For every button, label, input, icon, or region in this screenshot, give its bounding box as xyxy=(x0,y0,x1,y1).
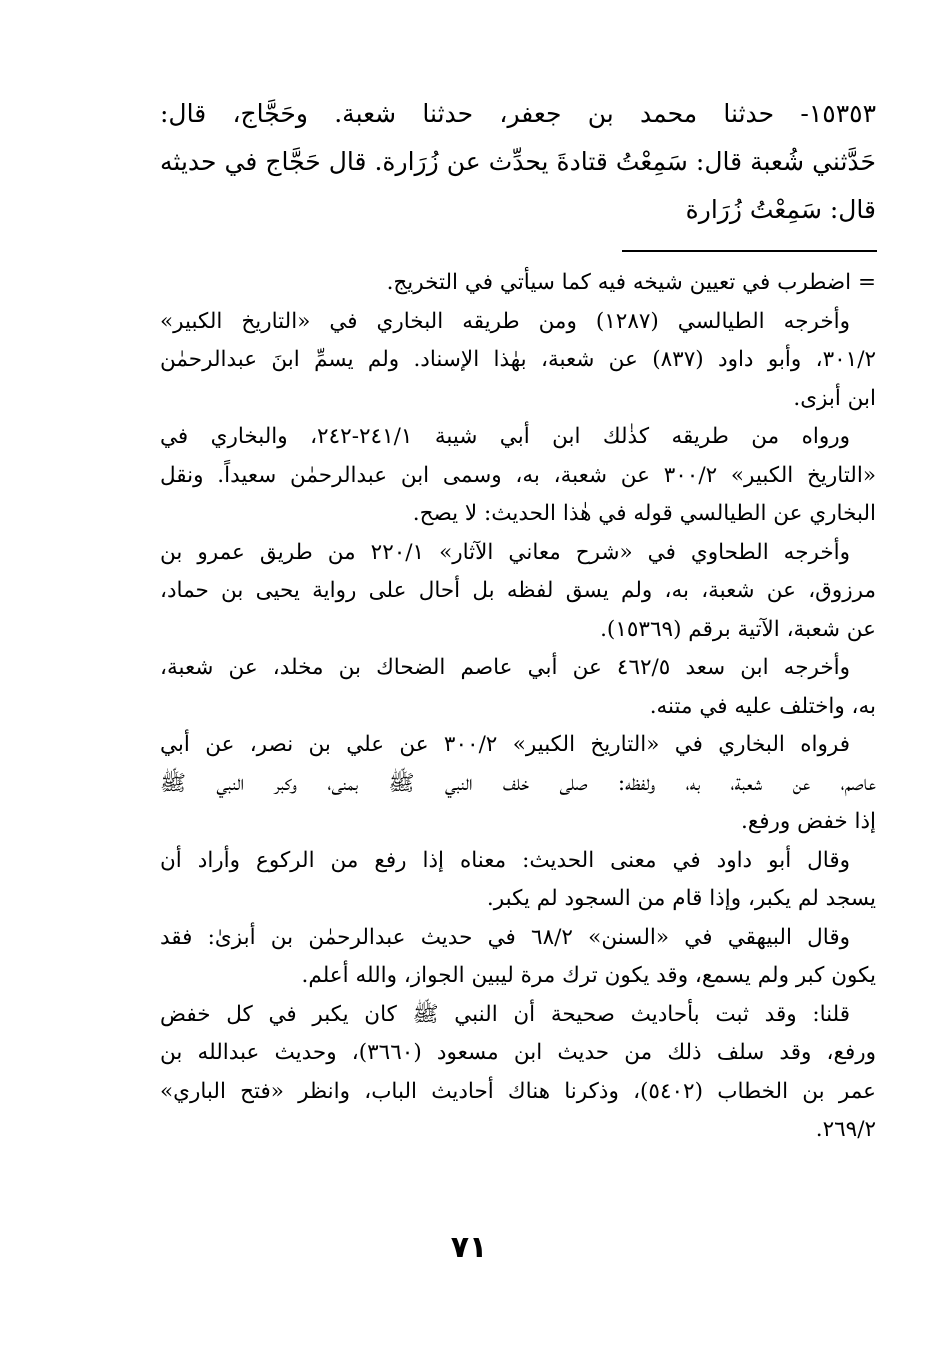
page-number: ٧١ xyxy=(450,1230,488,1265)
footnotes xyxy=(160,264,876,1150)
footnote-line: فرواه البخاري في «التاريخ الكبير» ٣٠٠/٢ عن علي بن نصر، عن أبي xyxy=(160,732,850,757)
footnote-line: قلنا: وقد ثبت بأحاديث صحيحة أن النبي ﷺ كان يكبر في كل خفض xyxy=(160,1001,850,1027)
footnote-paragraph xyxy=(160,726,876,842)
footnote-line: ورواه من طريقه كذٰلك ابن أبي شيبة ٢٤١/١-٢٤٢، والبخاري في xyxy=(160,424,850,449)
footnote-line: وأخرجه الطحاوي في «شرح معاني الآثار» ٢٢٠/١ من طريق عمرو بن xyxy=(160,539,851,565)
hadith-text xyxy=(160,90,876,234)
footnote-line: ٢٦٩/٢. xyxy=(815,1117,876,1142)
footnote-line: «التاريخ الكبير» ٣٠٠/٢ عن شعبة، به، وسمى ابن عبدالرحمٰن سعيداً. ونقل xyxy=(160,462,876,488)
footnote-paragraph xyxy=(160,303,876,419)
footnote-paragraph xyxy=(160,649,876,726)
footnote-line: ٣٠١/٢، وأبو داود (٨٣٧) عن شعبة، بهٰذا الإسناد. ولم يسمِّ ابنَ عبدالرحمٰن xyxy=(160,347,877,372)
hadith-line: ١٥٣٥٣- حدثنا محمد بن جعفر، حدثنا شعبة. وحَجَّاج، قال: xyxy=(160,99,876,128)
footnote-line: عاصم، عن شعبة، به، ولفظه: صلى خلف النبي ﷺ بمنى، وكبر النبي ﷺ xyxy=(160,770,876,796)
footnote-separator-wrap xyxy=(160,234,876,262)
footnote-line: ابن أبزى. xyxy=(793,385,876,411)
footnote-line: إذا خفض ورفع. xyxy=(740,809,876,834)
footnote-line: وأخرجه ابن سعد ٤٦٢/٥ عن أبي عاصم الضحاك بن مخلد، عن شعبة، xyxy=(160,655,850,680)
footnote-paragraph xyxy=(160,534,876,650)
footnote-line: عن شعبة، الآتية برقم (١٥٣٦٩). xyxy=(600,616,876,642)
footnote-line: = اضطرب في تعيين شيخه فيه كما سيأتي في التخريج. xyxy=(386,270,876,295)
footnote-paragraph xyxy=(160,842,876,919)
footnote-line: مرزوق، عن شعبة، به، ولم يسق لفظه بل أحال على رواية يحيى بن حماد، xyxy=(160,578,876,603)
footnote-separator xyxy=(622,250,877,252)
footnote-line: عمر بن الخطاب (٥٤٠٢)، وذكرنا هناك أحاديث الباب، وانظر «فتح الباري» xyxy=(160,1078,876,1104)
footnote-paragraph xyxy=(160,418,876,534)
footnote-line: يكون كبر ولم يسمع، وقد يكون ترك مرة ليبين الجواز، والله أعلم. xyxy=(301,963,876,988)
footnote-line: البخاري عن الطيالسي قوله في هٰذا الحديث: لا يصح. xyxy=(412,501,876,526)
page-body xyxy=(160,90,876,1150)
hadith-line: حَدَّثني شُعبة قال: سَمِعْتُ قتادةَ يحدِّث عن زُرَارة. قال حَجَّاج في حديثه xyxy=(160,147,876,176)
footnote-line: ورفع، وقد سلف ذلك من حديث ابن مسعود (٣٦٦٠)، وحديث عبدالله بن xyxy=(160,1040,876,1065)
footnote-line: به، واختلف عليه في متنه. xyxy=(649,693,876,719)
footnote-line: وأخرجه الطيالسي (١٢٨٧) ومن طريقه البخاري في «التاريخ الكبير» xyxy=(160,308,850,334)
hadith-line: قال: سَمِعْتُ زُرَارة xyxy=(685,195,876,224)
footnote-paragraph xyxy=(160,919,876,996)
footnote-paragraph xyxy=(160,264,876,303)
footnote-line: يسجد لم يكبر، وإذا قام من السجود لم يكبر. xyxy=(486,886,876,911)
footnote-line: وقال أبو داود في معنى الحديث: معناه إذا رفع من الركوع وأراد أن xyxy=(160,847,850,873)
footnote-paragraph xyxy=(160,996,876,1150)
footnote-line: وقال البيهقي في «السنن» ٦٨/٢ في حديث عبدالرحمٰن بن أبزىٰ: فقد xyxy=(160,924,850,950)
